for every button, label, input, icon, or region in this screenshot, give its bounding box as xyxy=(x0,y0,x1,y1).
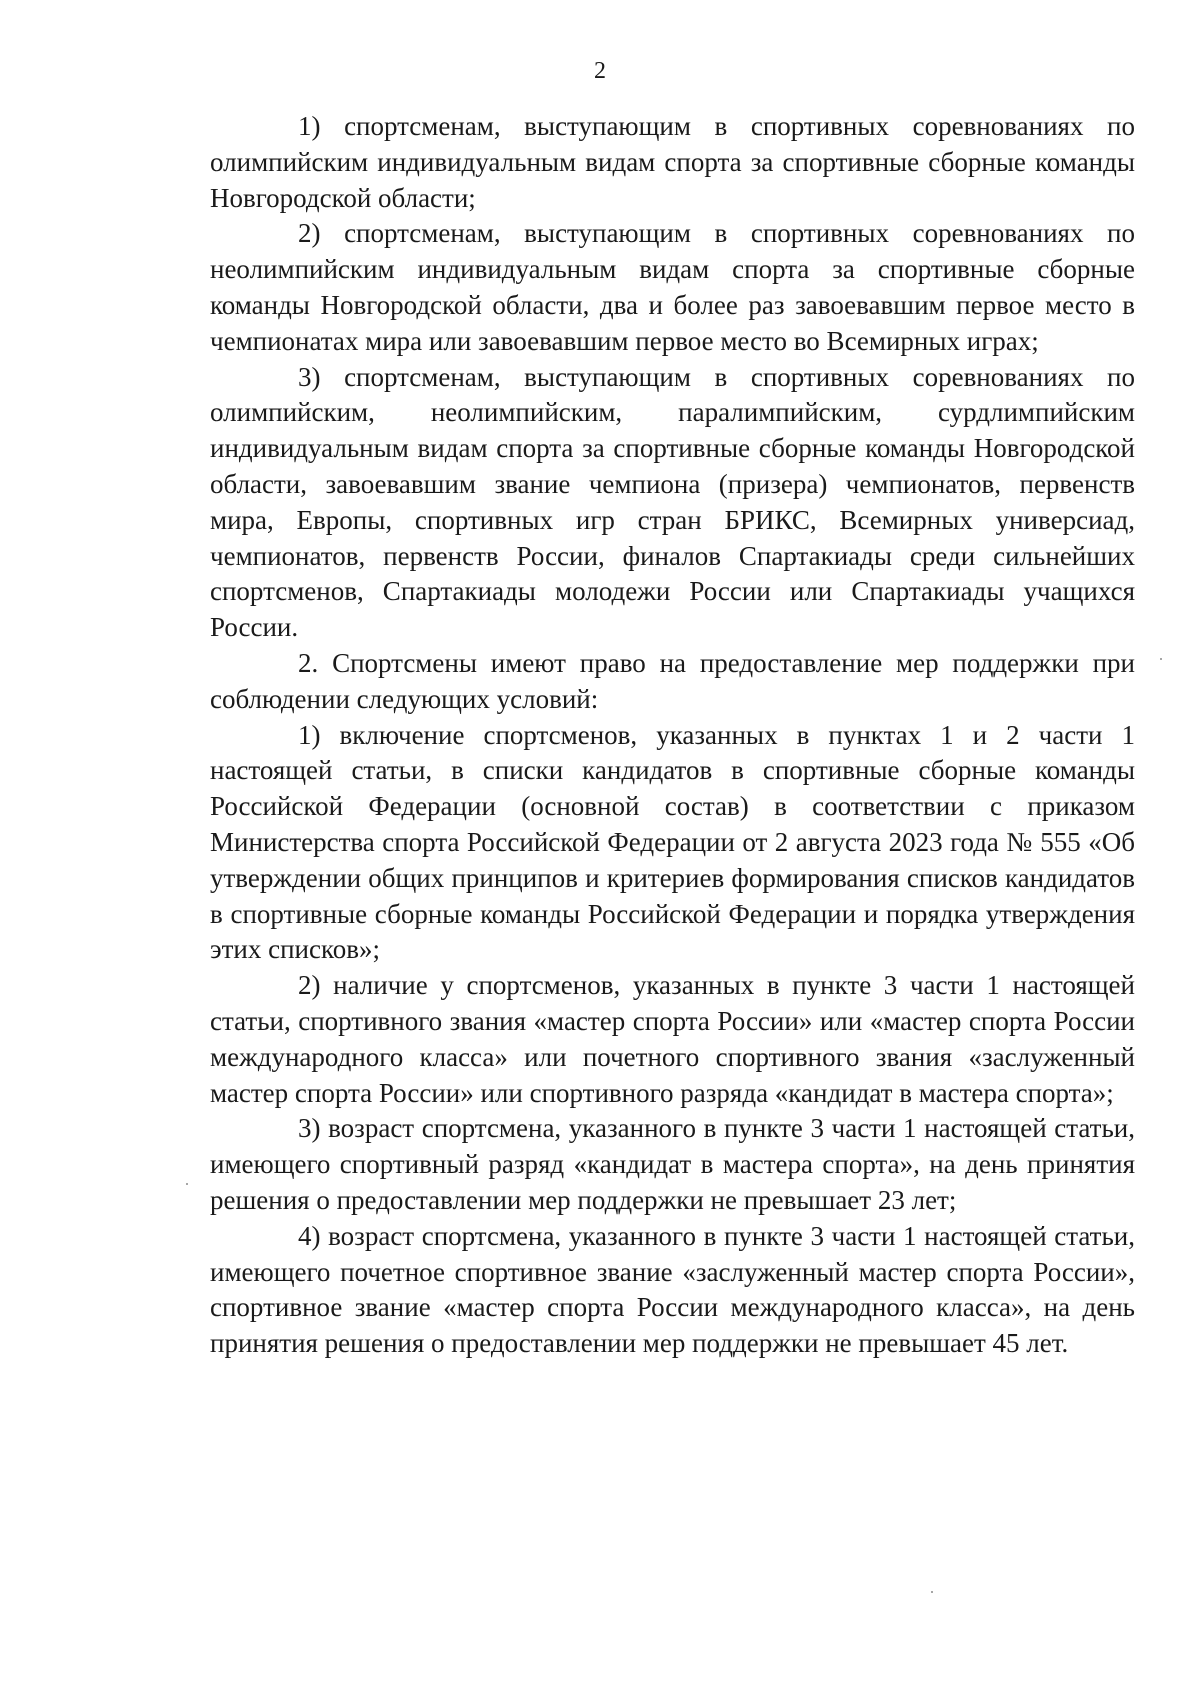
scan-speck xyxy=(186,1183,188,1185)
scan-speck xyxy=(1160,658,1162,660)
paragraph-part-2-intro: 2. Спортсмены имеют право на предоставление мер поддержки при соблюдении следующих условий: xyxy=(210,647,1135,714)
page-number: 2 xyxy=(594,58,606,84)
paragraph-item-2: 2) спортсменам, выступающим в спортивных соревнованиях по неолимпийским индивидуальным видам спорта за спортивные сборные команды Новгородской области, два и более раз завоевавшим первое место в чемпионатах мира или завоевавшим первое место во Всемирных играх; xyxy=(210,218,1135,356)
paragraph-condition-1: 1) включение спортсменов, указанных в пунктах 1 и 2 части 1 настоящей статьи, в списки кандидатов в спортивные сборные команды Российской Федерации (основной состав) в соответствии с приказом Министерства спорта Российской Федерации от 2 августа 2023 года № 555 «Об утверждении общих принципов и критериев формирования списков кандидатов в спортивные сборные команды Российской Федерации и порядка утверждения этих списков»; xyxy=(210,719,1135,965)
paragraph-item-3: 3) спортсменам, выступающим в спортивных соревнованиях по олимпийским, неолимпийским, паралимпийским, сурдлимпийским индивидуальным видам спорта за спортивные сборные команды Новгородской области, завоевавшим звание чемпиона (призера) чемпионатов, первенств мира, Европы, спортивных игр стран БРИКС, Всемирных универсиад, чемпионатов, первенств России, финалов Спартакиады среди сильнейших спортсменов, Спартакиады молодежи России или Спартакиады учащихся России. xyxy=(210,361,1135,643)
paragraph-condition-3: 3) возраст спортсмена, указанного в пункте 3 части 1 настоящей статьи, имеющего спортивный разряд «кандидат в мастера спорта», на день принятия решения о предоставлении мер поддержки не превышает 23 лет; xyxy=(210,1113,1135,1215)
paragraph-condition-2: 2) наличие у спортсменов, указанных в пункте 3 части 1 настоящей статьи, спортивного звания «мастер спорта России» или «мастер спорта России международного класса» или почетного спортивного звания «заслуженный мастер спорта России» или спортивного разряда «кандидат в мастера спорта»; xyxy=(210,970,1135,1108)
scan-speck xyxy=(931,1591,933,1593)
document-body xyxy=(210,109,1135,1362)
paragraph-condition-4: 4) возраст спортсмена, указанного в пункте 3 части 1 настоящей статьи, имеющего почетное спортивное звание «заслуженный мастер спорта России», спортивное звание «мастер спорта России международного класса», на день принятия решения о предоставлении мер поддержки не превышает 45 лет. xyxy=(210,1220,1135,1359)
paragraph-item-1: 1) спортсменам, выступающим в спортивных соревнованиях по олимпийским индивидуальным видам спорта за спортивные сборные команды Новгородской области; xyxy=(210,111,1135,213)
